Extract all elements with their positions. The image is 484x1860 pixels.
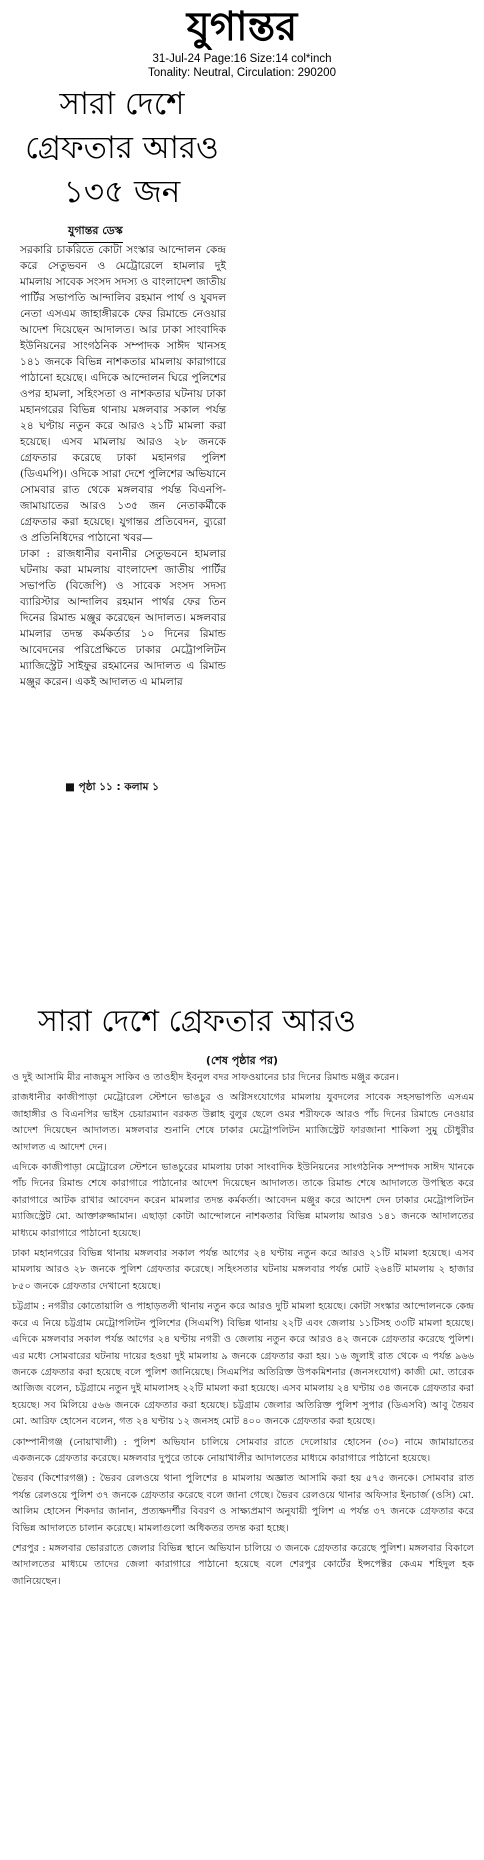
continuation-from-label: (শেষ পৃষ্ঠার পর) <box>205 1054 279 1067</box>
continuation-paragraph: এদিকে কাজীপাড়া মেট্রোরেল স্টেশনে ভাঙচুরের মামলায় ঢাকা সাংবাদিক ইউনিয়নের সাংগঠনিক সম্পাদক সাঈদ খানকে পাঁচ দিনের রিমান্ড শেষে কারাগারে পাঠানোর আদেশ দিয়েছেন আদালত। তাকে রিমান্ড শেষে আদালতে উপস্থিত করে কারাগারে আটক রাখার আবেদন করেন মামলার তদন্ত কর্মকর্তা। আবেদন মঞ্জুর করে আদেশ দেন ঢাকার মেট্রোপলিটন ম্যাজিস্ট্রেট মো. আক্তারুজ্জামান। এছাড়া কোটা আন্দোলনে নাশকতার বিভিন্ন মামলায় আরও ১৪১ জনকে আদালতের মাধ্যমে কারাগারে পাঠানো হয়েছে। <box>12 1162 474 1239</box>
masthead-logo <box>150 2 334 50</box>
continuation-paragraph: শেরপুর : মঙ্গলবার ভোররাতে জেলার বিভিন্ন স্থানে অভিযান চালিয়ে ৩ জনকে গ্রেফতার করেছে পুলিশ। মঙ্গলবার বিকালে আদালতের মাধ্যমে তাদের জেলা কারাগারে পাঠানো হয়েছে বলে শেরপুর কোর্টের ইন্সপেক্টর কেএম শহিদুল হক জানিয়েছেন। <box>12 1542 474 1587</box>
continuation-headline: সারা দেশে গ্রেফতার আরও <box>38 1004 356 1039</box>
headline-line-3: ১৩৫ জন <box>63 174 181 210</box>
headline-line-2: গ্রেফতার আরও <box>25 130 219 166</box>
continuation-paragraph: চট্টগ্রাম : নগরীর কোতোয়ালি ও পাহাড়তলী থানায় নতুন করে আরও দুটি মামলা হয়েছে। কোটা সংস্কার আন্দোলনকে কেন্দ্র করে এ নিয়ে চট্টগ্রাম মেট্রোপলিটন পুলিশের (সিএমপি) বিভিন্ন থানায় ২২টি এবং জেলায় ১১টিসহ ৩৩টি মামলা হয়েছে। এদিকে মঙ্গলবার সকাল পর্যন্ত আগের ২৪ ঘণ্টায় নগরী ও জেলায় নতুন করে আরও ৪২ জনকে গ্রেফতার করেছে পুলিশ। এর মধ্যে সোমবারের ঘটনায় দায়ের হওয়া দুই মামলায় ৯ জনকে গ্রেফতার করা হয়। ১৬ জুলাই রাত থেকে এ পর্যন্ত ৯৬৬ জনকে গ্রেফতার করা হয়েছে বলে পুলিশ জানিয়েছে। সিএমপির অতিরিক্ত উপকমিশনার (জনসংযোগ) কাজী মো. তারেক আজিজ বলেন, চট্টগ্রামে নতুন দুই মামলাসহ ২২টি মামলা করা হয়েছে। এসব মামলায় ২৪ ঘণ্টায় ৩৪ জনকে গ্রেফতার করা হয়েছে। সব মিলিয়ে ৫৬৬ জনকে গ্রেফতার করা হয়েছে। চট্টগ্রাম জেলার অতিরিক্ত পুলিশ সুপার (ডিএসবি) আবু তৈয়ব মো. আরিফ হোসেন বলেন, গত ২৪ ঘণ্টায় ১২ জনসহ মোট ৪০০ জনকে গ্রেফতার করা হয়েছে। <box>12 1301 474 1428</box>
continuation-paragraph: ও দুই আসামি মীর নাজমুস সাকিব ও তাওহীদ ইবনুল বদর সাফওয়ানের চার দিনের রিমান্ড মঞ্জুর করেন। <box>12 1072 399 1083</box>
continuation-paragraph: ভৈরব (কিশোরগঞ্জ) : ভৈরব রেলওয়ে থানা পুলিশের ৪ মামলায় অজ্ঞাত আসামি করা হয় ৫৭৫ জনকে। সোমবার রাত পর্যন্ত রেলওয়ে পুলিশ ৩৭ জনকে গ্রেফতার করেছে বলে জানা গেছে। ভৈরব রেলওয়ে থানার অফিসার ইনচার্জ (ওসি) মো. আলিম হোসেন শিকদার জানান, প্রত্যক্ষদর্শীর বিবরণ ও সাক্ষ্যপ্রমাণ অনুযায়ী পুলিশ এ পর্যন্ত ৩৭ জনকে গ্রেফতার করে বিভিন্ন আদালতে চালান করেছে। মামলাগুলো অধিকতর তদন্ত করা হচ্ছে। <box>12 1473 474 1534</box>
clipping-tonality-line: Tonality: Neutral, Circulation: 290200 <box>148 67 336 79</box>
article-column <box>20 242 226 690</box>
clipping-info-line: 31-Jul-24 Page:16 Size:14 col*inch <box>152 53 332 65</box>
page-jump-reference: ■ পৃষ্ঠা ১১ : কলাম ১ <box>65 781 159 793</box>
continuation-paragraph: রাজধানীর কাজীপাড়া মেট্রোরেল স্টেশনে ভাঙচুর ও অগ্নিসংযোগের মামলায় যুবদলের সাবেক সহসভাপতি এসএম জাহাঙ্গীর ও বিএনপির ভাইস চেয়ারম্যান বরকত উল্লাহ বুলুর ছেলে ওমর শরীফকে আরও পাঁচ দিনের রিমান্ডে নেওয়ার আদেশ দিয়েছেন আদালত। মঙ্গলবার শুনানি শেষে ঢাকার মেট্রোপলিটন ম্যাজিস্ট্রেট ফারজানা শাকিলা সুমু চৌধুরীর আদালত এ আদেশ দেন। <box>12 1092 474 1153</box>
masthead-logo-text: যুগান্তর <box>186 4 298 50</box>
headline-line-1: সারা দেশে <box>59 86 185 122</box>
byline: যুগান্তর ডেস্ক <box>68 222 123 243</box>
continuation-paragraph: ঢাকা মহানগরের বিভিন্ন থানায় মঙ্গলবার সকাল পর্যন্ত আগের ২৪ ঘণ্টায় নতুন করে আরও ২১টি মামলা হয়েছে। এসব মামলায় আরও ২৮ জনকে পুলিশ গ্রেফতার করেছে। সহিংসতার ঘটনায় মঙ্গলবার পর্যন্ত মোট ২৬৪টি মামলায় ২ হাজার ৮৫০ জনকে গ্রেফতার দেখানো হয়েছে। <box>12 1248 474 1292</box>
column-paragraph: ঢাকা : রাজধানীর বনানীর সেতুভবনে হামলার ঘটনায় করা মামলায় বাংলাদেশ জাতীয় পার্টির সভাপতি (বিজেপি) ও সাবেক সংসদ সদস্য ব্যারিস্টার আন্দালিব রহমান পার্থর ফের তিন দিনের রিমান্ড মঞ্জুর করেছেন আদালত। মঙ্গলবার মামলার তদন্ত কর্মকর্তার ১০ দিনের রিমান্ড আবেদনের পরিপ্রেক্ষিতে ঢাকার মেট্রোপলিটন ম্যাজিস্ট্রেট সাইফুর রহমানের আদালত এ রিমান্ড মঞ্জুর করেন। একই আদালত এ মামলার <box>20 548 226 688</box>
continuation-paragraph: কোম্পানীগঞ্জ (নোয়াখালী) : পুলিশ অভিযান চালিয়ে সোমবার রাতে দেলোয়ার হোসেন (৩০) নামে জামায়াতের একজনকে গ্রেফতার করেছে। মঙ্গলবার দুপুরে তাকে নোয়াখালীর আদালতের মাধ্যমে কারাগারে পাঠানো হয়েছে। <box>12 1436 474 1464</box>
continuation-body <box>12 1070 474 1594</box>
column-paragraph: সরকারি চাকরিতে কোটা সংস্কার আন্দোলন কেন্দ্র করে সেতুভবন ও মেট্রোরেলে হামলার দুই মামলায় সাবেক সংসদ সদস্য ও বাংলাদেশ জাতীয় পার্টির সভাপতি আন্দালিব রহমান পার্থ ও যুবদল নেতা এসএম জাহাঙ্গীরকে ফের রিমান্ডে নেওয়ার আদেশ দিয়েছেন আদালত। আর ঢাকা সাংবাদিক ইউনিয়নের সাংগঠনিক সম্পাদক সাঈদ খানসহ ১৪১ জনকে বিভিন্ন নাশকতার মামলায় কারাগারে পাঠানো হয়েছে। এদিকে আন্দোলন ঘিরে পুলিশের ওপর হামলা, সহিংসতা ও নাশকতার ঘটনায় ঢাকা মহানগরের বিভিন্ন থানায় মঙ্গলবার সকাল পর্যন্ত ২৪ ঘণ্টায় নতুন করে আরও ২১টি মামলা করা হয়েছে। এসব মামলায় আরও ২৮ জনকে গ্রেফতার করেছে ঢাকা মহানগর পুলিশ (ডিএমপি)। ওদিকে সারা দেশে পুলিশের অভিযানে সোমবার রাত থেকে মঙ্গলবার পর্যন্ত বিএনপি-জামায়াতের আরও ১৩৫ জন নেতাকর্মীকে গ্রেফতার করা হয়েছে। যুগান্তর প্রতিবেদন, ব্যুরো ও প্রতিনিধিদের পাঠানো খবর— <box>20 244 226 544</box>
